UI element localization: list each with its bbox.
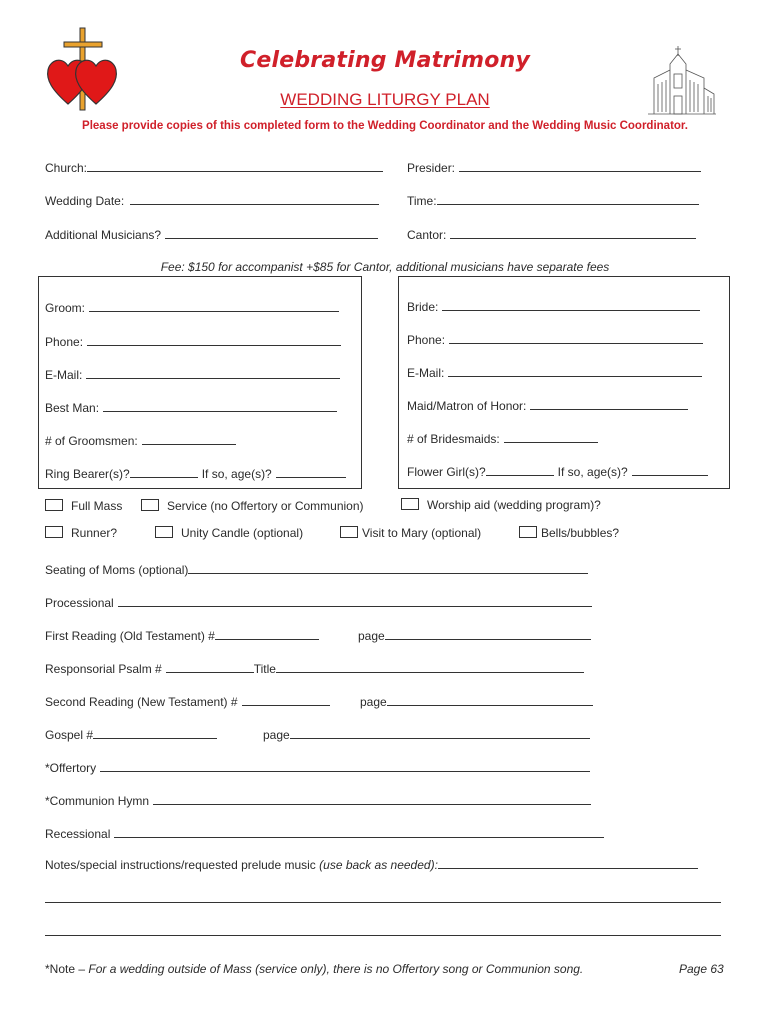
bells-checkbox[interactable] [519,526,537,538]
groom-phone-label: Phone: [45,335,84,349]
service-label: Service (no Offertory or Communion) [167,499,364,513]
groomsmen-label: # of Groomsmen: [45,434,138,448]
first-reading-page-field[interactable] [358,628,591,643]
second-reading-page-line [387,694,593,706]
groom-phone-field[interactable] [45,334,341,349]
psalm-number-line [166,661,254,673]
church-line [87,160,383,172]
recessional-field[interactable] [45,826,604,841]
form-title: Celebrating Matrimony [240,48,530,73]
gospel-line [93,727,217,739]
church-field[interactable] [45,160,383,175]
service-option[interactable] [141,499,364,513]
bells-option[interactable] [519,526,619,540]
wedding-date-label: Wedding Date: [45,194,125,208]
worship-aid-label: Worship aid (wedding program)? [427,498,601,512]
offertory-line [100,760,590,772]
maid-field[interactable] [407,398,688,413]
notes-extra-line-1[interactable] [45,902,721,903]
unity-candle-option[interactable] [155,526,303,540]
notes-extra-line-2[interactable] [45,935,721,936]
presider-field[interactable] [407,160,701,175]
bridesmaids-field[interactable] [407,431,598,446]
recessional-label: Recessional [45,827,111,841]
full-mass-option[interactable] [45,499,122,513]
maid-label: Maid/Matron of Honor: [407,399,527,413]
bride-phone-field[interactable] [407,332,703,347]
time-field[interactable] [407,193,699,208]
worship-aid-checkbox[interactable] [401,498,419,510]
additional-musicians-label: Additional Musicians? [45,228,162,242]
bride-email-line [448,365,702,377]
ring-bearer-label: Ring Bearer(s)? [45,467,130,481]
bride-line [442,299,700,311]
first-reading-line [215,628,319,640]
visit-mary-checkbox[interactable] [340,526,358,538]
notes-label: Notes/special instructions/requested prelude music [45,858,316,872]
second-reading-page-field[interactable] [360,694,593,709]
bride-field[interactable] [407,299,700,314]
time-label: Time: [407,194,437,208]
presider-line [459,160,701,172]
first-reading-page-label: page [358,629,385,643]
cantor-label: Cantor: [407,228,447,242]
groom-label: Groom: [45,301,86,315]
runner-label: Runner? [71,526,118,540]
communion-field[interactable] [45,793,591,808]
additional-musicians-field[interactable] [45,227,378,242]
flower-girl-ages-line [632,464,708,476]
best-man-label: Best Man: [45,401,100,415]
footer-note-text: For a wedding outside of Mass (service only), there is no Offertory song or Communion song. [88,962,584,976]
form-subtitle: WEDDING LITURGY PLAN [280,90,490,109]
worship-aid-option[interactable] [401,498,601,512]
seating-line [188,562,588,574]
ring-bearer-field[interactable] [45,466,346,481]
best-man-line [103,400,337,412]
recessional-line [114,826,604,838]
full-mass-checkbox[interactable] [45,499,63,511]
psalm-title-line [276,661,584,673]
psalm-label: Responsorial Psalm # [45,662,162,676]
processional-label: Processional [45,596,114,610]
unity-candle-checkbox[interactable] [155,526,173,538]
psalm-field[interactable] [45,661,584,676]
groom-line [89,300,339,312]
offertory-label: *Offertory [45,761,97,775]
first-reading-field[interactable] [45,628,319,643]
gospel-page-label: page [263,728,290,742]
first-reading-label: First Reading (Old Testament) # [45,629,215,643]
second-reading-label: Second Reading (New Testament) # [45,695,238,709]
runner-checkbox[interactable] [45,526,63,538]
seating-label: Seating of Moms (optional) [45,563,189,577]
first-reading-page-line [385,628,591,640]
presider-label: Presider: [407,161,456,175]
groom-email-field[interactable] [45,367,340,382]
additional-musicians-line [165,227,378,239]
church-label: Church: [45,161,88,175]
notes-hint: (use back as needed): [319,858,438,872]
fee-text: Fee: $150 for accompanist +$85 for Cantor, additional musicians have separate fees [160,260,610,274]
unity-candle-label: Unity Candle (optional) [181,526,304,540]
flower-girl-line [486,464,554,476]
ring-bearer-ages-label: If so, age(s)? [201,467,272,481]
groomsmen-field[interactable] [45,433,236,448]
seating-field[interactable] [45,562,588,577]
gospel-page-field[interactable] [263,727,590,742]
wedding-date-line [130,193,379,205]
bride-phone-line [449,332,703,344]
second-reading-line [242,694,330,706]
bride-email-label: E-Mail: [407,366,445,380]
groom-email-label: E-Mail: [45,368,83,382]
page-number: Page 63 [679,962,724,976]
bridesmaids-line [504,431,598,443]
cantor-line [450,227,696,239]
groom-phone-line [87,334,341,346]
wedding-date-field[interactable] [45,193,379,208]
groomsmen-line [142,433,236,445]
bridesmaids-label: # of Bridesmaids: [407,432,500,446]
visit-mary-option[interactable] [340,526,481,540]
groom-field[interactable] [45,300,339,315]
bride-label: Bride: [407,300,439,314]
groom-email-line [86,367,340,379]
instruction-text: Please provide copies of this completed form to the Wedding Coordinator and the Wedding Music Coordinator. [82,120,688,132]
footer-note [45,962,583,976]
communion-label: *Communion Hymn [45,794,150,808]
gospel-page-line [290,727,590,739]
offertory-field[interactable] [45,760,590,775]
gospel-label: Gospel # [45,728,94,742]
runner-option[interactable] [45,526,117,540]
bride-phone-label: Phone: [407,333,446,347]
service-checkbox[interactable] [141,499,159,511]
notes-line [438,857,698,869]
ring-bearer-ages-line [276,466,346,478]
bride-email-field[interactable] [407,365,702,380]
time-line [437,193,699,205]
maid-line [530,398,688,410]
processional-line [118,595,592,607]
gospel-field[interactable] [45,727,217,742]
cantor-field[interactable] [407,227,696,242]
best-man-field[interactable] [45,400,337,415]
full-mass-label: Full Mass [71,499,123,513]
second-reading-page-label: page [360,695,387,709]
bells-label: Bells/bubbles? [541,526,620,540]
flower-girl-ages-label: If so, age(s)? [557,465,628,479]
footer-note-prefix: *Note – [45,962,86,976]
notes-field[interactable] [45,857,698,872]
flower-girl-label: Flower Girl(s)? [407,465,486,479]
communion-line [153,793,591,805]
ring-bearer-line [130,466,198,478]
flower-girl-field[interactable] [407,464,708,479]
visit-mary-label: Visit to Mary (optional) [362,526,482,540]
psalm-title-label: Title [253,662,276,676]
processional-field[interactable] [45,595,592,610]
second-reading-field[interactable] [45,694,330,709]
